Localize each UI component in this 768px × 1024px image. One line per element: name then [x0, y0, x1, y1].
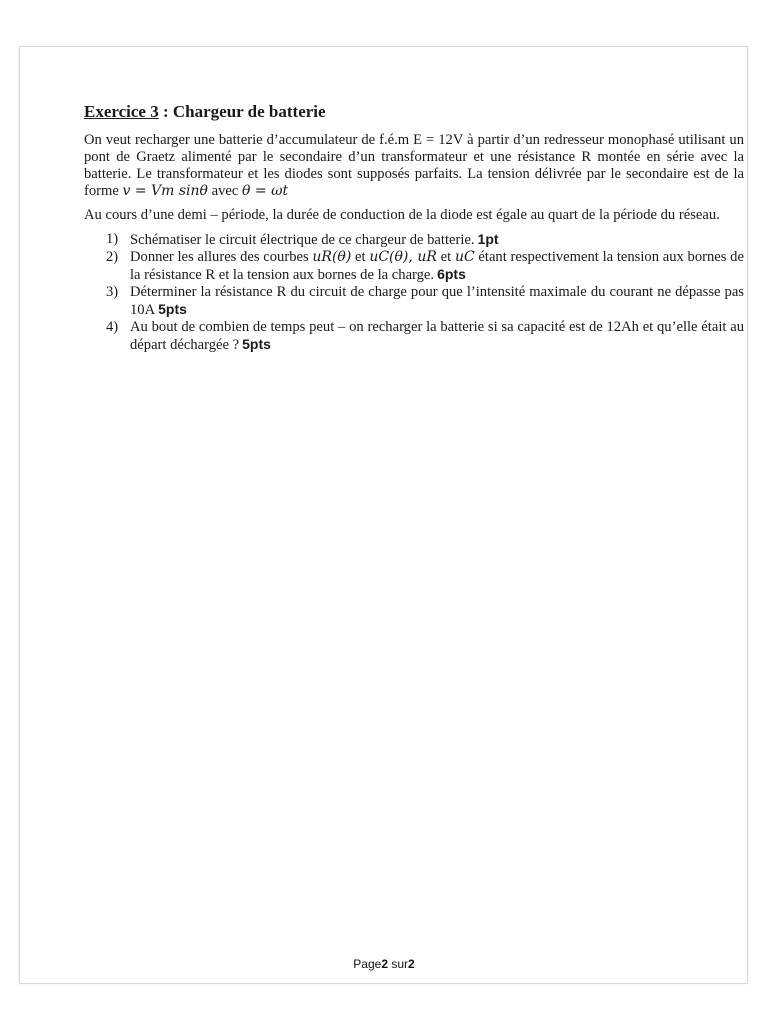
- question-number: 1): [106, 231, 119, 247]
- current-page-number: 2: [381, 957, 388, 971]
- footer-separator: sur: [388, 957, 409, 971]
- math-ur: uR(θ): [312, 249, 352, 265]
- footer-prefix: Page: [353, 957, 382, 971]
- voltage-formula: v = Vm sinθ: [122, 183, 208, 199]
- question-number: 3): [106, 284, 119, 300]
- question-4: [106, 319, 744, 354]
- question-text: et: [436, 249, 455, 265]
- question-list: [84, 231, 744, 354]
- question-2: [106, 249, 744, 284]
- exercise-title-text: : Chargeur de batterie: [158, 102, 326, 121]
- question-points: 1pt: [477, 231, 499, 247]
- exercise-title: [84, 102, 744, 122]
- question-points: 6pts: [437, 266, 466, 282]
- question-points: 5pts: [158, 301, 187, 317]
- exercise-number: Exercice 3: [84, 102, 159, 121]
- question-number: 4): [106, 319, 119, 335]
- question-1: [106, 231, 744, 249]
- exercise-content: [84, 102, 744, 354]
- question-points: 5pts: [242, 336, 271, 352]
- conduction-statement: Au cours d’une demi – période, la durée de conduction de la diode est égale au quart de la période du réseau.: [84, 207, 720, 223]
- page-footer: [0, 957, 768, 971]
- question-text: Schématiser le circuit électrique de ce chargeur de batterie.: [130, 232, 475, 248]
- question-text: étant respectivement la tension aux bornes de la résistance R et la tension aux bornes de la charge.: [130, 249, 744, 283]
- math-uc-symbol: uC: [454, 249, 475, 265]
- total-page-number: 2: [408, 957, 415, 971]
- math-uc: uC(θ), uR: [369, 249, 437, 265]
- question-text: Au bout de combien de temps peut – on recharger la batterie si sa capacité est de 12Ah et qu’elle était au départ déchargée ?: [130, 319, 744, 353]
- question-text: Donner les allures des courbes: [130, 249, 313, 265]
- question-text: et: [351, 249, 370, 265]
- statement-avec: avec: [207, 183, 243, 199]
- problem-statement: [84, 132, 744, 200]
- statement-text: On veut recharger une batterie d’accumulateur de f.é.m E = 12V à partir d’un redresseur monophasé utilisant un pont de Graetz alimenté par le secondaire d’un transformateur et une résistance R montée en série avec la batterie. Le transformateur et les diodes sont supposés parfaits. La tension délivrée par le secondaire est de la forme: [84, 132, 744, 199]
- question-3: [106, 284, 744, 319]
- question-text: Déterminer la résistance R du circuit de charge pour que l’intensité maximale du courant ne dépasse pas 10A: [130, 284, 744, 318]
- question-number: 2): [106, 249, 119, 265]
- theta-formula: θ = ωt: [242, 183, 289, 199]
